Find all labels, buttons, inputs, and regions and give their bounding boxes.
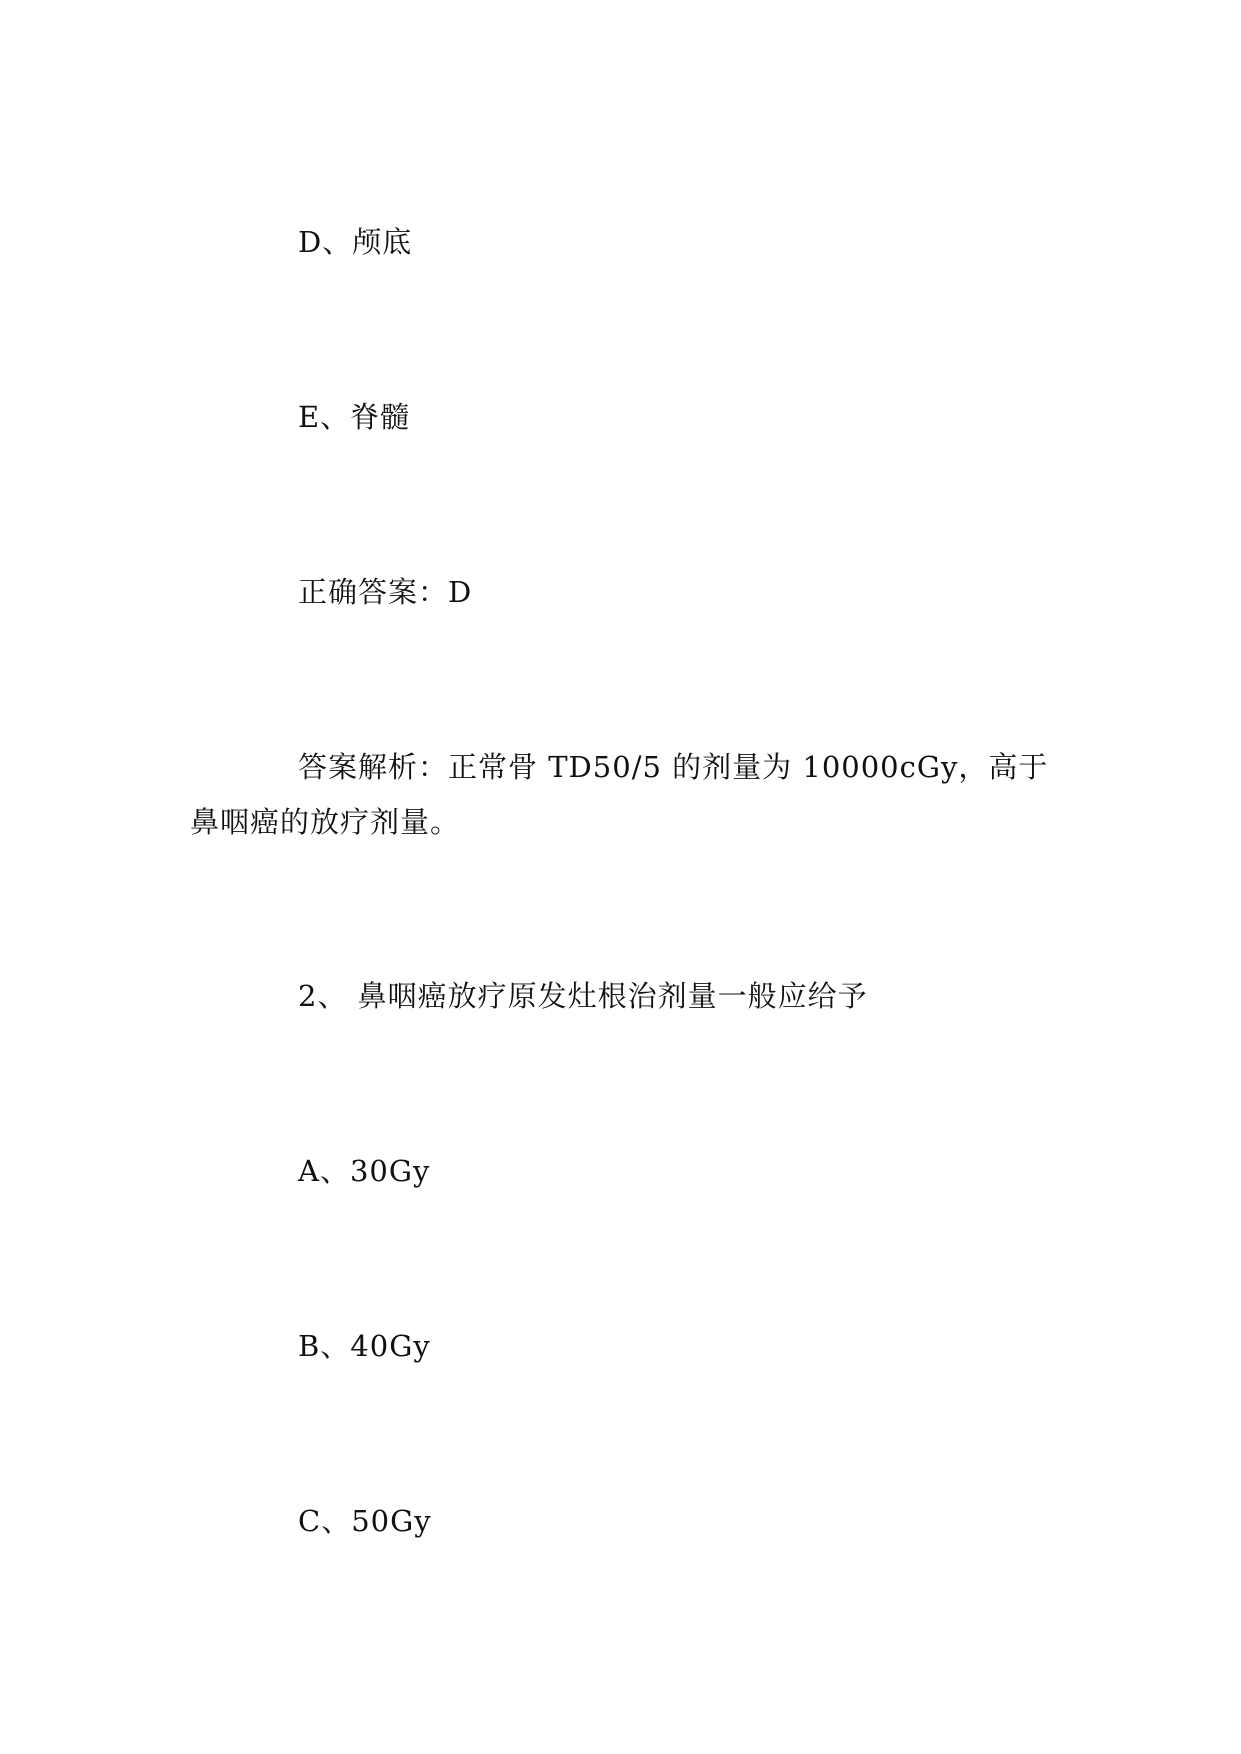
q2-stem: 2、 鼻咽癌放疗原发灶根治剂量一般应给予 <box>298 979 868 1013</box>
q1-correct-answer: 正确答案：D <box>298 575 473 609</box>
q2-option-b: B、40Gy <box>298 1329 431 1363</box>
q2-option-a: A、30Gy <box>298 1154 431 1188</box>
q1-option-e: E、脊髓 <box>298 400 411 434</box>
q1-option-d: D、颅底 <box>298 225 413 259</box>
q1-explanation-line-1: 答案解析：正常骨 TD50/5 的剂量为 10000cGy，高于 <box>298 750 1049 784</box>
q2-option-c: C、50Gy <box>298 1504 432 1538</box>
q1-explanation-line-2: 鼻咽癌的放疗剂量。 <box>190 805 461 839</box>
